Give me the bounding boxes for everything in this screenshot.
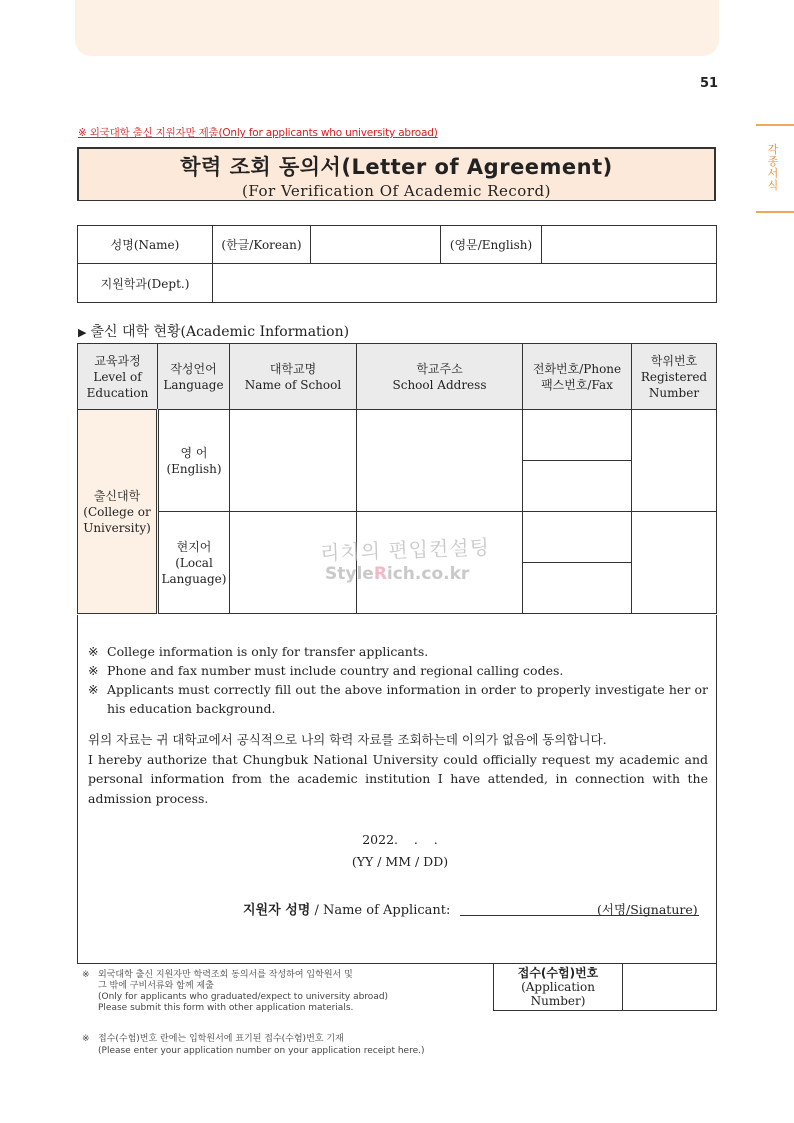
receipt-label: 접수(수험)번호 (Application Number) (494, 964, 623, 1011)
language-local: 현지어 (Local Language) (158, 512, 230, 614)
korean-name-field[interactable] (311, 226, 441, 264)
name-label: 성명(Name) (78, 226, 213, 264)
school-address-english-field[interactable] (357, 410, 523, 512)
applicant-info-table (77, 225, 717, 303)
korean-label: (한글/Korean) (213, 226, 311, 264)
agreement-english: I hereby authorize that Chungbuk National University could officially request my academic and personal information from the academic institution I have attended, in connection with the admission process. (88, 751, 708, 806)
watermark-url: StyleRich.co.kr (325, 564, 470, 584)
header-level: 교육과정 Level of Education (78, 344, 158, 410)
watermark-korean: 리치의 편입컨설팅 (319, 535, 491, 565)
header-phone-fax: 전화번호/Phone 팩스번호/Fax (523, 344, 632, 410)
agreement-text (88, 730, 708, 808)
side-label: 각종서식 (767, 143, 779, 192)
header-school-address: 학교주소 School Address (357, 344, 523, 410)
registered-number-local-field[interactable] (632, 512, 717, 614)
header-school-name: 대학교명 Name of School (230, 344, 357, 410)
submission-notice: ※ 외국대학 출신 지원자만 제출(Only for applicants who university abroad) (78, 127, 438, 139)
date-block (300, 829, 500, 873)
registered-number-english-field[interactable] (632, 410, 717, 512)
phone-english-field[interactable] (523, 410, 632, 461)
header-registered-number: 학위번호 Registered Number (632, 344, 717, 410)
receipt-number-field[interactable] (623, 964, 717, 1011)
title-box (77, 147, 716, 201)
note-item: ※ Phone and fax number must include country and regional calling codes. (88, 663, 564, 678)
fax-english-field[interactable] (523, 461, 632, 512)
header-language: 작성언어 Language (158, 344, 230, 410)
page-title: 학력 조회 동의서(Letter of Agreement) (180, 155, 613, 179)
top-tab (75, 0, 719, 56)
triangle-bullet-icon: ▶ (78, 326, 87, 339)
notes-list (88, 642, 708, 718)
fax-local-field[interactable] (523, 563, 632, 614)
note-item: ※ Applicants must correctly fill out the above information in order to properly investigate her or his education background. (88, 682, 708, 716)
footer-note-1: ※ 외국대학 출신 지원자만 학력조회 동의서를 작성하여 입학원서 및 그 밖에 구비서류와 함께 제출 (Only for applicants who graduated/expect to university abroad) Please submit this form with other application materials. (82, 970, 389, 1013)
agreement-korean: 위의 자료는 귀 대학교에서 공식적으로 나의 학력 자료를 조회하는데 이의가 없음에 동의합니다. (88, 732, 607, 747)
signature-hint: (서명/Signature) (597, 902, 698, 917)
college-row-label: 출신대학 (College or University) (78, 410, 158, 614)
note-item: ※ College information is only for transfer applicants. (88, 644, 429, 659)
footer-note-2: ※ 접수(수험)번호 란에는 입학원서에 표기된 접수(수험)번호 기재 (Please enter your application number on your application receipt here.) (82, 1034, 425, 1056)
side-divider-bottom (756, 211, 794, 213)
language-english: 영 어 (English) (158, 410, 230, 512)
date-format: (YY / MM / DD) (351, 854, 449, 869)
date-value[interactable]: 2022. . . (362, 832, 438, 847)
english-name-field[interactable] (542, 226, 717, 264)
dept-label: 지원학과(Dept.) (78, 264, 213, 303)
signature-label: 지원자 성명 / Name of Applicant: (243, 903, 451, 918)
phone-local-field[interactable] (523, 512, 632, 563)
english-label: (영문/English) (441, 226, 542, 264)
dept-field[interactable] (213, 264, 717, 303)
school-name-english-field[interactable] (230, 410, 357, 512)
page-subtitle: (For Verification Of Academic Record) (242, 182, 551, 200)
section-heading: ▶ 출신 대학 현황(Academic Information) (78, 324, 350, 340)
side-divider-top (756, 124, 794, 126)
receipt-number-table (493, 963, 717, 1011)
page-number: 51 (700, 76, 719, 91)
